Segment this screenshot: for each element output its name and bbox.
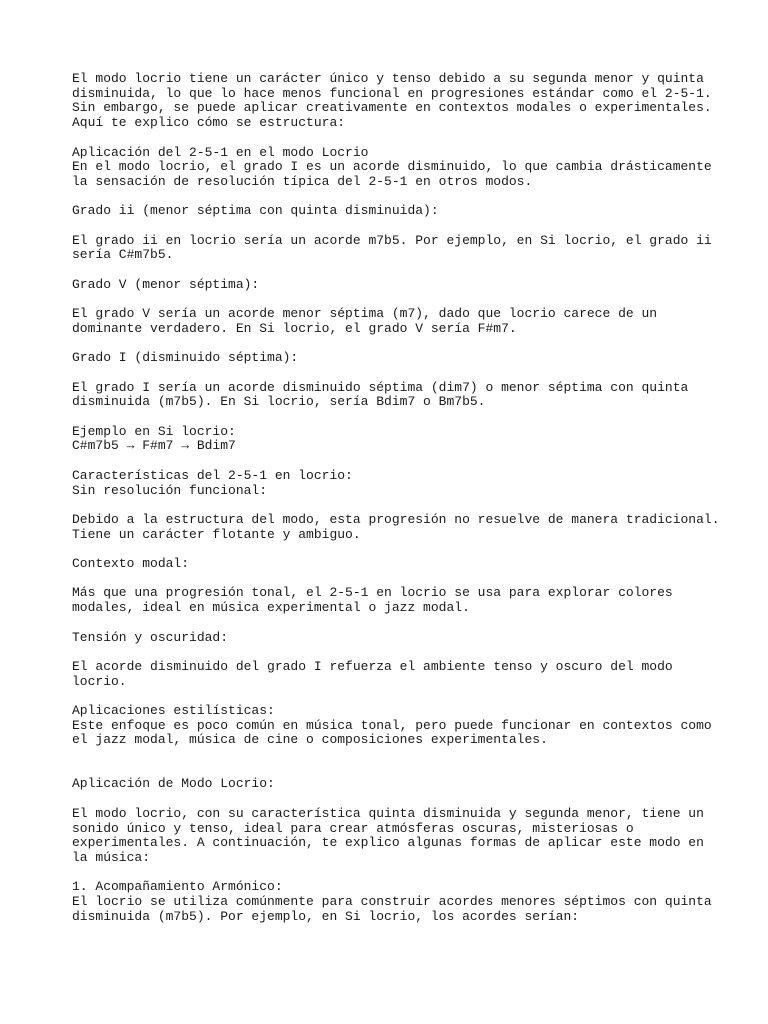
text-line: sería C#m7b5. [72, 247, 174, 263]
text-line: El modo locrio tiene un carácter único y tenso debido a su segunda menor y quinta [72, 71, 704, 86]
paragraph [72, 777, 712, 792]
text-line: modales, ideal en música experimental o jazz modal. [72, 600, 470, 616]
text-line: el jazz modal, música de cine o composiciones experimentales. [72, 732, 548, 748]
text-line: El grado ii en locrio sería un acorde m7b5. Por ejemplo, en Si locrio, el grado ii [72, 232, 712, 248]
paragraph [72, 469, 712, 498]
paragraph [72, 704, 712, 748]
text-line: 1. Acompañamiento Armónico: [72, 879, 283, 895]
text-line: Grado V (menor séptima): [72, 276, 260, 292]
paragraph [72, 351, 712, 366]
text-line: Este enfoque es poco común en música tonal, pero puede funcionar en contextos como [72, 717, 712, 733]
paragraph [72, 381, 712, 410]
paragraph [72, 511, 720, 542]
text-line: Sin resolución funcional: [72, 482, 268, 498]
text-line: experimentales. A continuación, te explico algunas formas de aplicar este modo en [72, 835, 704, 851]
text-line: disminuida (m7b5). En Si locrio, sería Bdim7 o Bm7b5. [72, 394, 486, 410]
paragraph [72, 146, 712, 190]
text-line: El modo locrio, con su característica quinta disminuida y segunda menor, tiene un [72, 805, 704, 821]
text-line: C#m7b5 → F#m7 → Bdim7 [72, 438, 236, 454]
text-line: la sensación de resolución típica del 2-5-1 en otros modos. [72, 173, 533, 189]
text-line: En el modo locrio, el grado I es un acorde disminuido, lo que cambia drásticamente [72, 159, 712, 175]
text-line: Tiene un carácter flotante y ambiguo. [72, 526, 361, 542]
paragraph [72, 660, 712, 689]
paragraph [72, 586, 712, 615]
paragraph [72, 72, 712, 131]
paragraph [72, 204, 712, 219]
text-line: El locrio se utiliza comúnmente para construir acordes menores séptimos con quinta [72, 894, 712, 910]
paragraph [72, 234, 712, 263]
text-line: Grado ii (menor séptima con quinta disminuida): [72, 203, 439, 219]
text-line: Ejemplo en Si locrio: [72, 423, 236, 439]
text-line: Aquí te explico cómo se estructura: [72, 115, 346, 131]
text-line: dominante verdadero. En Si locrio, el grado V sería F#m7. [72, 320, 517, 336]
text-line: Aplicación del 2-5-1 en el modo Locrio [72, 144, 369, 160]
text-line: Contexto modal: [72, 556, 190, 572]
paragraph [72, 307, 712, 336]
paragraph [72, 880, 712, 924]
text-line: locrio. [72, 673, 127, 689]
text-line: El grado I sería un acorde disminuido séptima (dim7) o menor séptima con quinta [72, 379, 689, 395]
text-line: Tensión y oscuridad: [72, 629, 229, 645]
text-line: Debido a la estructura del modo, esta progresión no resuelve de manera tradicional. [72, 511, 720, 527]
text-line: Aplicación de Modo Locrio: [72, 776, 275, 792]
paragraph [72, 557, 712, 572]
paragraph [72, 278, 712, 293]
text-line: El acorde disminuido del grado I refuerza el ambiente tenso y oscuro del modo [72, 658, 673, 674]
text-line: disminuida, lo que lo hace menos funcional en progresiones estándar como el 2-5-1. [72, 85, 712, 101]
text-line: la música: [72, 849, 151, 865]
paragraph [72, 631, 712, 646]
text-line: disminuida (m7b5). Por ejemplo, en Si locrio, los acordes serían: [72, 908, 580, 924]
text-line: Aplicaciones estilísticas: [72, 703, 275, 718]
text-line: Características del 2-5-1 en locrio: [72, 467, 353, 483]
text-line: El grado V sería un acorde menor séptima (m7), dado que locrio carece de un [72, 306, 658, 322]
document-page [72, 71, 720, 939]
section-spacer [72, 763, 712, 778]
paragraph [72, 807, 712, 866]
text-line: Sin embargo, se puede aplicar creativamente en contextos modales o experimentales. [72, 100, 712, 116]
paragraph [72, 425, 712, 454]
text-line: sonido único y tenso, ideal para crear atmósferas oscuras, misteriosas o [72, 820, 634, 836]
text-line: Más que una progresión tonal, el 2-5-1 en locrio se usa para explorar colores [72, 585, 673, 601]
text-line: Grado I (disminuido séptima): [72, 350, 299, 366]
